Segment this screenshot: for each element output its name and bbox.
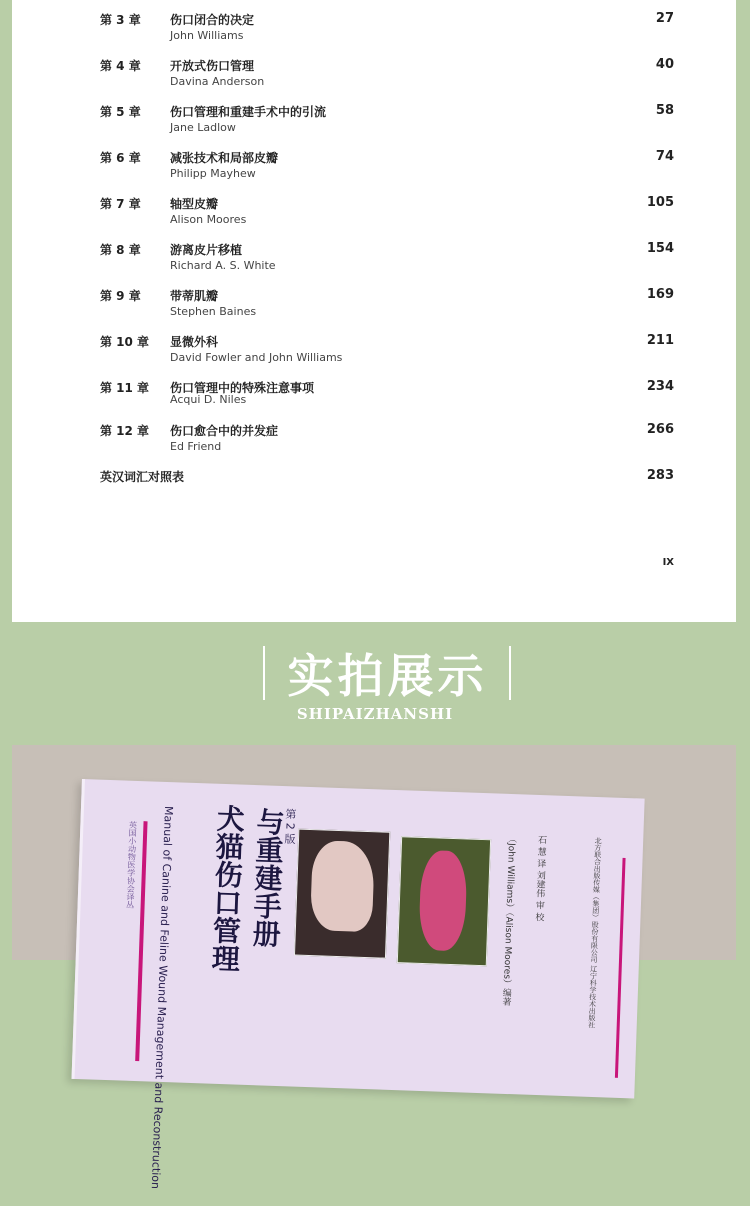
chapter-number: 第 8 章 xyxy=(100,243,141,257)
toc-page xyxy=(12,0,736,622)
chapter-number: 第 12 章 xyxy=(100,424,150,438)
chapter-title: 开放式伤口管理 xyxy=(170,59,255,73)
chapter-title: 带蒂肌瓣 xyxy=(170,289,219,303)
chapter-number: 第 9 章 xyxy=(100,289,141,303)
chapter-author: Philipp Mayhew xyxy=(170,167,256,180)
cover-photo-dog xyxy=(294,829,390,959)
chapter-page: 105 xyxy=(646,195,674,210)
toc-entry xyxy=(12,48,736,88)
book-title-cn-line2: 与重建手册 xyxy=(248,806,287,949)
chapter-title: 伤口管理和重建手术中的引流 xyxy=(170,105,327,119)
chapter-author: Acqui D. Niles xyxy=(170,393,247,406)
book-translators: 石 慧 译 刘建伟 审 校 xyxy=(533,834,547,922)
chapter-author: Jane Ladlow xyxy=(170,121,236,134)
chapter-title: 伤口愈合中的并发症 xyxy=(170,424,279,438)
chapter-page: 211 xyxy=(646,333,674,348)
toc-entry xyxy=(12,370,736,410)
book-cover xyxy=(72,779,645,1190)
glossary-title: 英汉词汇对照表 xyxy=(100,470,185,484)
chapter-author: David Fowler and John Williams xyxy=(170,351,343,364)
chapter-number: 第 10 章 xyxy=(100,335,150,349)
page-number: IX xyxy=(662,557,674,568)
chapter-author: Ed Friend xyxy=(170,440,222,453)
cover-stripe xyxy=(615,858,626,1078)
chapter-number: 第 6 章 xyxy=(100,151,141,165)
cover-photo-wound xyxy=(397,836,491,966)
book-title-cn-line1: 犬猫伤口管理 xyxy=(207,803,247,973)
toc-entry xyxy=(12,2,736,42)
toc-entry xyxy=(12,140,736,180)
chapter-page: 27 xyxy=(655,11,674,26)
book-publisher: 北方联合出版传媒（集团）股份有限公司 辽宁科学技术出版社 xyxy=(587,836,603,1029)
toc-entry xyxy=(12,413,736,453)
toc-glossary xyxy=(12,459,736,499)
chapter-title: 减张技术和局部皮瓣 xyxy=(170,151,279,165)
chapter-page: 74 xyxy=(655,149,674,164)
chapter-page: 169 xyxy=(646,287,674,302)
book-authors: （John Williams）（Alison Moores）编著 xyxy=(500,833,517,1007)
book-edition: 第 2 版 xyxy=(282,808,298,845)
toc-entry xyxy=(12,94,736,134)
chapter-author: Richard A. S. White xyxy=(170,259,276,272)
glossary-page: 283 xyxy=(646,468,674,483)
toc-entry xyxy=(12,232,736,272)
section-title-cn: 实拍展示 xyxy=(287,649,488,703)
chapter-author: Stephen Baines xyxy=(170,305,257,318)
book-title-en: Manual of Canine and Feline Wound Management and Reconstruction xyxy=(148,805,176,1190)
chapter-title: 伤口管理中的特殊注意事项 xyxy=(170,381,315,395)
chapter-title: 游离皮片移植 xyxy=(170,243,243,257)
section-title-en: SHIPAIZHANSHI xyxy=(296,705,454,723)
chapter-page: 58 xyxy=(655,103,674,118)
toc-entry xyxy=(12,186,736,226)
chapter-author: Alison Moores xyxy=(170,213,247,226)
chapter-number: 第 7 章 xyxy=(100,197,141,211)
heading-divider-right xyxy=(509,646,511,700)
book-series: 英国小动物医学协会译丛 xyxy=(125,820,138,909)
product-photo xyxy=(12,745,736,1190)
chapter-page: 40 xyxy=(655,57,674,72)
chapter-number: 第 5 章 xyxy=(100,105,141,119)
chapter-number: 第 3 章 xyxy=(100,13,141,27)
chapter-number: 第 11 章 xyxy=(100,381,150,395)
chapter-page: 234 xyxy=(646,379,674,394)
section-heading xyxy=(0,640,750,702)
heading-divider-left xyxy=(263,646,265,700)
chapter-author: Davina Anderson xyxy=(170,75,265,88)
chapter-title: 显微外科 xyxy=(170,335,219,349)
chapter-number: 第 4 章 xyxy=(100,59,141,73)
chapter-title: 伤口闭合的决定 xyxy=(170,13,255,27)
toc-entry xyxy=(12,324,736,364)
chapter-page: 266 xyxy=(646,422,674,437)
toc-entry xyxy=(12,278,736,318)
chapter-author: John Williams xyxy=(170,29,244,42)
chapter-page: 154 xyxy=(646,241,674,256)
chapter-title: 轴型皮瓣 xyxy=(170,197,219,211)
